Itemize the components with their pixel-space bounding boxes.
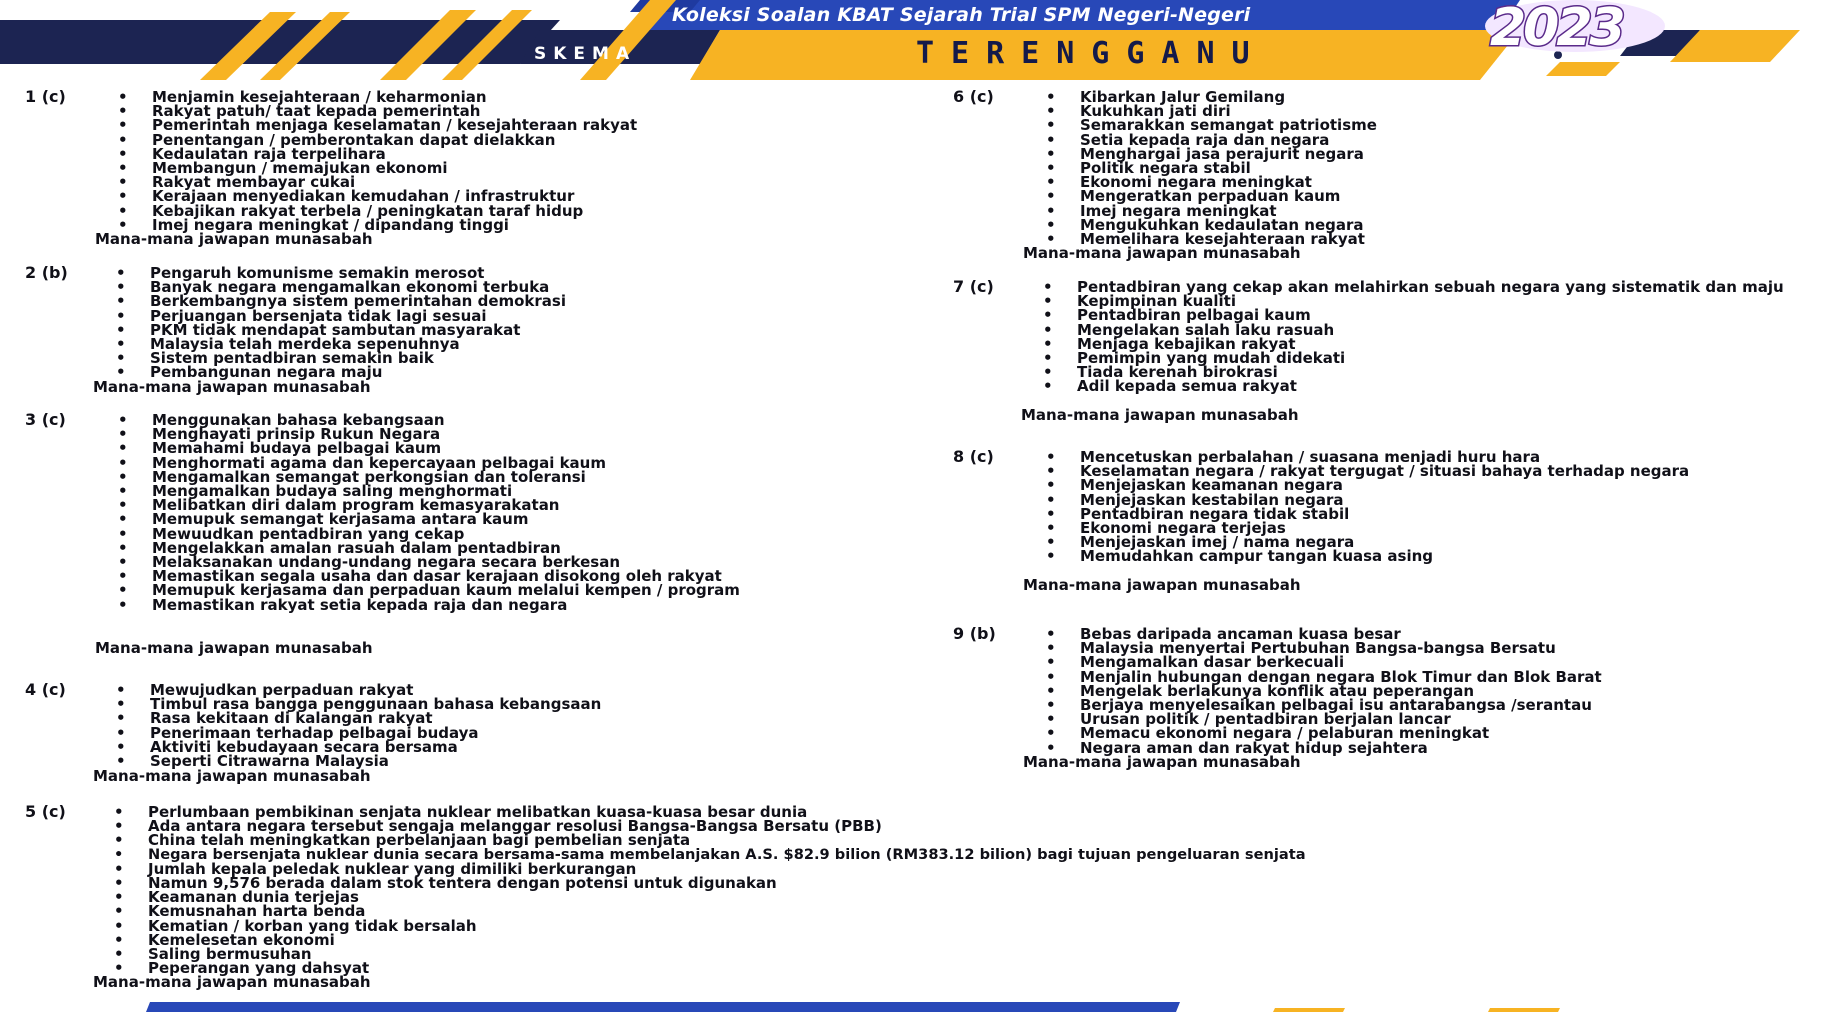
question-number: 9 (b) <box>953 624 996 643</box>
answer-point: • Mewujudkan perpaduan rakyat <box>150 683 890 697</box>
answer-point: • Menghormati agama dan kepercayaan pelbagai kaum <box>152 456 892 470</box>
closing-note: Mana-mana jawapan munasabah <box>1021 406 1299 424</box>
answer-point: • Mengelakkan amalan rasuah dalam pentadbiran <box>152 541 892 555</box>
answer-point: • Pentadbiran negara tidak stabil <box>1080 507 1794 521</box>
answer-point: • Kematian / korban yang tidak bersalah <box>148 919 1808 933</box>
answer-point: • Kibarkan Jalur Gemilang <box>1080 90 1820 104</box>
answer-point: • Seperti Citrawarna Malaysia <box>150 754 890 768</box>
answer-point: • Peperangan yang dahsyat <box>148 961 1808 975</box>
answer-point: • Menggunakan bahasa kebangsaan <box>152 413 892 427</box>
answer-point: • Imej negara meningkat / dipandang tinggi <box>152 218 892 232</box>
answer-point: • China telah meningkatkan perbelanjaan bagi pembelian senjata <box>148 833 1808 847</box>
closing-note: Mana-mana jawapan munasabah <box>1023 244 1301 262</box>
answer-point: • Pengaruh komunisme semakin merosot <box>150 266 890 280</box>
answer-point: • Ekonomi negara terjejas <box>1080 521 1794 535</box>
answer-list <box>1080 450 1794 564</box>
answer-point: • Memupuk kerjasama dan perpaduan kaum melalui kempen / program <box>152 583 892 597</box>
answer-point: • Kerajaan menyediakan kemudahan / infrastruktur <box>152 189 892 203</box>
answer-point: • Adil kepada semua rakyat <box>1077 379 1833 393</box>
closing-note: Mana-mana jawapan munasabah <box>1023 753 1301 771</box>
answer-point: • Mencetuskan perbalahan / suasana menjadi huru hara <box>1080 450 1794 464</box>
answer-point: • Timbul rasa bangga penggunaan bahasa kebangsaan <box>150 697 890 711</box>
answer-point: • Setia kepada raja dan negara <box>1080 133 1820 147</box>
answer-point: • Menjalin hubungan dengan negara Blok Timur dan Blok Barat <box>1080 670 1820 684</box>
closing-note: Mana-mana jawapan munasabah <box>1023 576 1301 594</box>
answer-point: • Memudahkan campur tangan kuasa asing <box>1080 549 1794 563</box>
answer-point: • Negara bersenjata nuklear dunia secara bersama-sama membelanjakan A.S. $82.9 bilion (RM383.12 bilion) bagi tujuan pengeluaran senjata <box>148 848 1808 862</box>
answer-point: • Urusan politik / pentadbiran berjalan lancar <box>1080 712 1820 726</box>
answer-point: • Saling bermusuhan <box>148 947 1808 961</box>
answer-point: • Menjejaskan kestabilan negara <box>1080 493 1794 507</box>
header-title: Koleksi Soalan KBAT Sejarah Trial SPM Negeri-Negeri <box>672 4 1251 26</box>
answer-point: • Memahami budaya pelbagai kaum <box>152 441 892 455</box>
answer-point: • Melaksanakan undang-undang negara secara berkesan <box>152 555 892 569</box>
question-number: 3 (c) <box>25 410 66 429</box>
answer-point: • Mengamalkan budaya saling menghormati <box>152 484 892 498</box>
answer-point: • Menjejaskan imej / nama negara <box>1080 535 1794 549</box>
answer-point: • Menjejaskan keamanan negara <box>1080 478 1794 492</box>
answer-point: • Banyak negara mengamalkan ekonomi terbuka <box>150 280 890 294</box>
answer-list <box>152 413 892 612</box>
closing-note: Mana-mana jawapan munasabah <box>95 639 373 657</box>
answer-point: • Pemimpin yang mudah didekati <box>1077 351 1833 365</box>
answer-point: • Menjaga kebajikan rakyat <box>1077 337 1833 351</box>
answer-point: • Penerimaan terhadap pelbagai budaya <box>150 726 890 740</box>
question-number: 1 (c) <box>25 87 66 106</box>
answer-point: • Ada antara negara tersebut sengaja melanggar resolusi Bangsa-Bangsa Bersatu (PBB) <box>148 819 1808 833</box>
answer-point: • Kukuhkan jati diri <box>1080 104 1820 118</box>
answer-point: • Mengamalkan semangat perkongsian dan toleransi <box>152 470 892 484</box>
question-number: 7 (c) <box>953 277 994 296</box>
answer-point: • Ekonomi negara meningkat <box>1080 175 1820 189</box>
answer-point: • Semarakkan semangat patriotisme <box>1080 118 1820 132</box>
header-state-label: TERENGGANU <box>916 36 1267 71</box>
answer-point: • Berjaya menyelesaikan pelbagai isu antarabangsa /serantau <box>1080 698 1820 712</box>
answer-point: • Pemerintah menjaga keselamatan / kesejahteraan rakyat <box>152 118 892 132</box>
answer-list <box>1080 88 1820 249</box>
question-number: 2 (b) <box>25 263 68 282</box>
answer-point: • Mengelak berlakunya konflik atau peperangan <box>1080 684 1820 698</box>
answer-point: • Keselamatan negara / rakyat tergugat / situasi bahaya terhadap negara <box>1080 464 1794 478</box>
answer-point: • Mengelakan salah laku rasuah <box>1077 323 1833 337</box>
answer-point: • Keamanan dunia terjejas <box>148 890 1808 904</box>
answer-point: • Memupuk semangat kerjasama antara kaum <box>152 512 892 526</box>
answer-point: • Perlumbaan pembikinan senjata nuklear melibatkan kuasa-kuasa besar dunia <box>148 805 1808 819</box>
question-number: 5 (c) <box>25 802 66 821</box>
answer-point: • Tiada kerenah birokrasi <box>1077 365 1833 379</box>
header-banner <box>0 0 1845 80</box>
answer-point: • Mengamalkan dasar berkecuali <box>1080 655 1820 669</box>
answer-point: • Negara aman dan rakyat hidup sejahtera <box>1080 741 1820 755</box>
answer-point: • Rakyat membayar cukai <box>152 175 892 189</box>
header-skema-label: SKEMA <box>534 44 637 64</box>
answer-point: • Pentadbiran pelbagai kaum <box>1077 308 1833 322</box>
answer-point: • Kepimpinan kualiti <box>1077 294 1833 308</box>
answer-point: • Rasa kekitaan di kalangan rakyat <box>150 711 890 725</box>
answer-point: • Kemelesetan ekonomi <box>148 933 1808 947</box>
answer-point: • Mewuudkan pentadbiran yang cekap <box>152 527 892 541</box>
answer-point: • Menghargai jasa perajurit negara <box>1080 147 1820 161</box>
answer-point: • Pentadbiran yang cekap akan melahirkan sebuah negara yang sistematik dan maju <box>1077 280 1833 294</box>
answer-point: • Memacu ekonomi negara / pelaburan meningkat <box>1080 726 1820 740</box>
answer-point: • Memastikan rakyat setia kepada raja dan negara <box>152 598 892 612</box>
question-number: 8 (c) <box>953 447 994 466</box>
answer-point: • Berkembangnya sistem pemerintahan demokrasi <box>150 294 890 308</box>
answer-point: • Rakyat patuh/ taat kepada pemerintah <box>152 104 892 118</box>
footer-stripe <box>0 1000 1845 1012</box>
answer-point: • Jumlah kepala peledak nuklear yang dimiliki berkurangan <box>148 862 1808 876</box>
answer-point: • PKM tidak mendapat sambutan masyarakat <box>150 323 890 337</box>
answer-point: • Malaysia menyertai Pertubuhan Bangsa-bangsa Bersatu <box>1080 641 1820 655</box>
answer-point: • Pembangunan negara maju <box>150 365 890 379</box>
answer-point: • Politik negara stabil <box>1080 161 1820 175</box>
header-year-badge: 2023 <box>1490 0 1623 58</box>
answer-point: • Mengeratkan perpaduan kaum <box>1080 189 1820 203</box>
closing-note: Mana-mana jawapan munasabah <box>95 230 373 248</box>
answer-list <box>1080 627 1820 755</box>
answer-point: • Menjamin kesejahteraan / keharmonian <box>152 90 892 104</box>
answer-point: • Membangun / memajukan ekonomi <box>152 161 892 175</box>
answer-point: • Kebajikan rakyat terbela / peningkatan taraf hidup <box>152 204 892 218</box>
answer-point: • Memelihara kesejahteraan rakyat <box>1080 232 1820 246</box>
answer-point: • Kemusnahan harta benda <box>148 904 1808 918</box>
answer-point: • Sistem pentadbiran semakin baik <box>150 351 890 365</box>
answer-point: • Aktiviti kebudayaan secara bersama <box>150 740 890 754</box>
answer-point: • Menghayati prinsip Rukun Negara <box>152 427 892 441</box>
answer-point: • Bebas daripada ancaman kuasa besar <box>1080 627 1820 641</box>
answer-point: • Imej negara meningkat <box>1080 204 1820 218</box>
answer-point: • Perjuangan bersenjata tidak lagi sesuai <box>150 309 890 323</box>
answer-point: • Memastikan segala usaha dan dasar kerajaan disokong oleh rakyat <box>152 569 892 583</box>
answer-list <box>1077 280 1833 394</box>
answer-point: • Namun 9,576 berada dalam stok tentera dengan potensi untuk digunakan <box>148 876 1808 890</box>
answer-point: • Malaysia telah merdeka sepenuhnya <box>150 337 890 351</box>
question-number: 6 (c) <box>953 87 994 106</box>
answer-point: • Penentangan / pemberontakan dapat dielakkan <box>152 133 892 147</box>
closing-note: Mana-mana jawapan munasabah <box>93 767 371 785</box>
answer-list <box>152 90 892 232</box>
answer-point: • Melibatkan diri dalam program kemasyarakatan <box>152 498 892 512</box>
answer-point: • Kedaulatan raja terpelihara <box>152 147 892 161</box>
closing-note: Mana-mana jawapan munasabah <box>93 973 371 991</box>
question-number: 4 (c) <box>25 680 66 699</box>
answer-list <box>150 266 890 380</box>
answer-list <box>150 681 890 771</box>
answer-point: • Mengukuhkan kedaulatan negara <box>1080 218 1820 232</box>
answer-list <box>148 803 1808 978</box>
closing-note: Mana-mana jawapan munasabah <box>93 378 371 396</box>
